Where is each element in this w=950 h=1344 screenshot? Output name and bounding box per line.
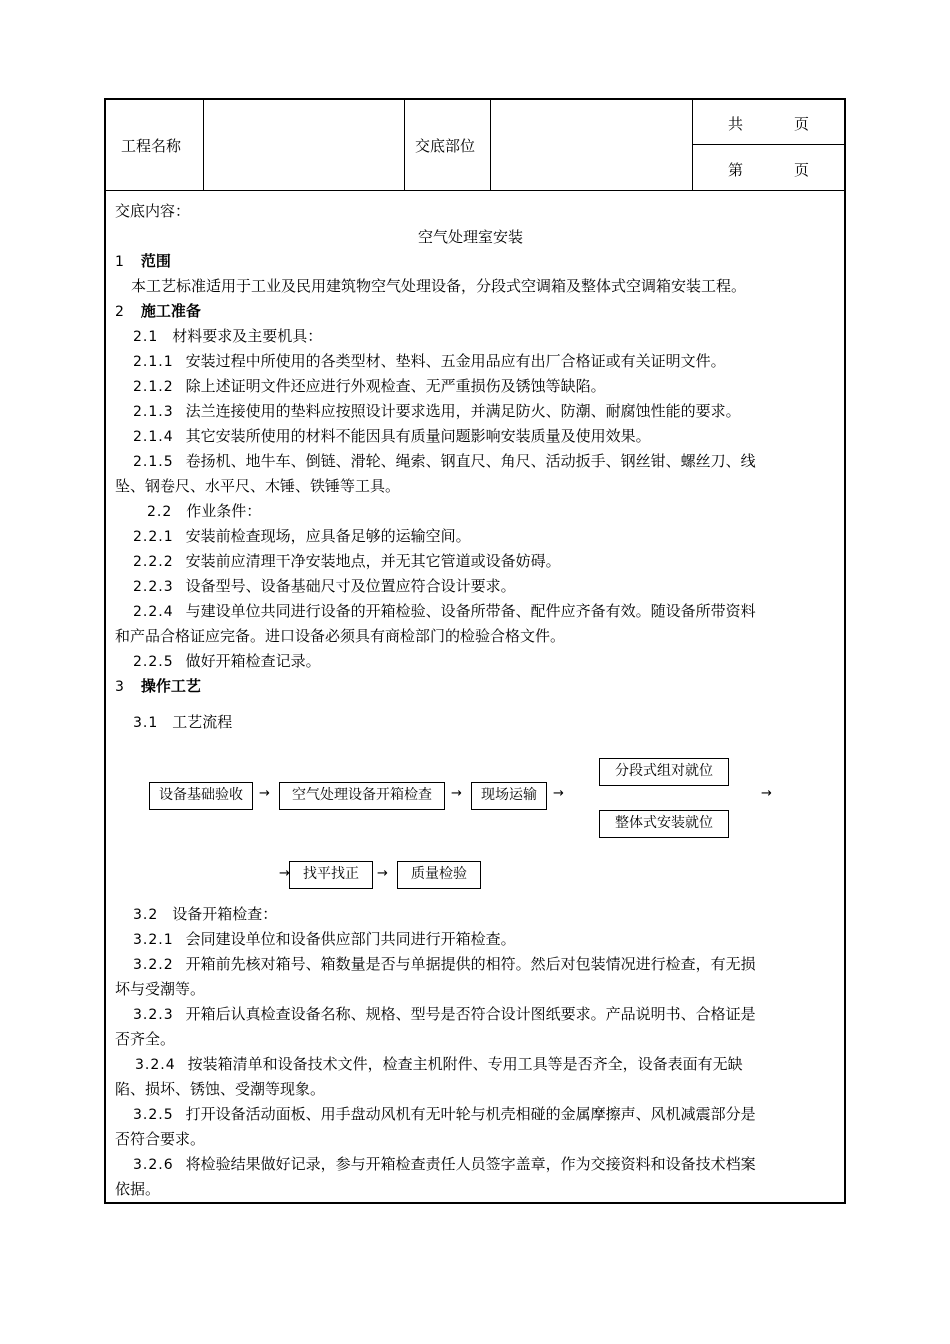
section-heading: 2 施工准备 [115, 302, 201, 320]
flow-arrow: → [553, 786, 564, 801]
list-item: 2.2.3 设备型号、设备基础尺寸及位置应符合设计要求。 [133, 577, 516, 595]
flow-arrow: → [761, 786, 772, 801]
header-divider [404, 98, 405, 190]
list-item: 3.2.5 打开设备活动面板、用手盘动风机有无叶轮与机壳相碰的金属摩擦声、风机减震部分是 [133, 1105, 756, 1123]
section-heading: 3 操作工艺 [115, 677, 201, 695]
list-item-continuation: 坏与受潮等。 [115, 980, 206, 998]
list-item: 2.1.1 安装过程中所使用的各类型材、垫料、五金用品应有出厂合格证或有关证明文件。 [133, 352, 726, 370]
list-item: 2.1.3 法兰连接使用的垫料应按照设计要求选用，并满足防火、防潮、耐腐蚀性能的要求。 [133, 402, 741, 420]
header-bottom-rule [104, 190, 846, 191]
list-item-continuation: 坠、钢卷尺、水平尺、木锤、铁锤等工具。 [115, 477, 401, 495]
flow-step-transport: 现场运输 [471, 782, 547, 810]
list-item: 2.2 作业条件： [147, 502, 262, 520]
flow-step-integral-install: 整体式安装就位 [599, 810, 729, 838]
list-item: 3.1 工艺流程 [133, 713, 233, 731]
total-pages-suffix: 页 [794, 115, 810, 133]
list-item-continuation: 依据。 [115, 1180, 161, 1198]
page-number-suffix: 页 [794, 161, 810, 179]
list-item: 2.2.4 与建设单位共同进行设备的开箱检验、设备所带备、配件应齐备有效。随设备所带资料 [133, 602, 756, 620]
flow-arrow: → [279, 866, 290, 881]
flow-arrow: → [451, 786, 462, 801]
page-title: 空气处理室安装 [418, 228, 524, 246]
list-item: 3.2 设备开箱检查： [133, 905, 278, 923]
header-divider [203, 98, 204, 190]
flow-step-leveling: 找平找正 [289, 861, 373, 889]
flow-arrow: → [259, 786, 270, 801]
list-item-continuation: 陷、损坏、锈蚀、受潮等现象。 [115, 1080, 326, 1098]
flow-step-quality-check: 质量检验 [397, 861, 481, 889]
list-item: 2.1.4 其它安装所使用的材料不能因具有质量问题影响安装质量及使用效果。 [133, 427, 651, 445]
list-item: 3.2.1 会同建设单位和设备供应部门共同进行开箱检查。 [133, 930, 516, 948]
list-item: 2.1 材料要求及主要机具： [133, 327, 323, 345]
flow-step-sectional-assembly: 分段式组对就位 [599, 758, 729, 786]
list-item: 3.2.6 将检验结果做好记录，参与开箱检查责任人员签字盖章，作为交接资料和设备技术档案 [133, 1155, 756, 1173]
list-item: 2.2.1 安装前检查现场，应具备足够的运输空间。 [133, 527, 471, 545]
intro-label: 交底内容： [115, 202, 191, 220]
flow-step-unpacking-inspection: 空气处理设备开箱检查 [279, 782, 445, 810]
flow-step-foundation-acceptance: 设备基础验收 [149, 782, 253, 810]
location-label: 交底部位 [415, 137, 476, 155]
list-item-continuation: 否齐全。 [115, 1030, 176, 1048]
list-item: 3.2.3 开箱后认真检查设备名称、规格、型号是否符合设计图纸要求。产品说明书、合格证是 [133, 1005, 756, 1023]
list-item: 2.1.5 卷扬机、地牛车、倒链、滑轮、绳索、钢直尺、角尺、活动扳手、钢丝钳、螺丝刀、线 [133, 452, 756, 470]
list-item: 3.2.4 按装箱清单和设备技术文件，检查主机附件、专用工具等是否齐全，设备表面有无缺 [135, 1055, 743, 1073]
header-page-rule [692, 144, 846, 145]
list-item: 2.2.2 安装前应清理干净安装地点，并无其它管道或设备妨碍。 [133, 552, 561, 570]
project-name-label: 工程名称 [121, 137, 182, 155]
list-item: 2.2.5 做好开箱检查记录。 [133, 652, 321, 670]
flow-arrow: → [377, 866, 388, 881]
paragraph: 本工艺标准适用于工业及民用建筑物空气处理设备，分段式空调箱及整体式空调箱安装工程。 [131, 277, 747, 295]
list-item-continuation: 和产品合格证应完备。进口设备必须具有商检部门的检验合格文件。 [115, 627, 566, 645]
list-item: 3.2.2 开箱前先核对箱号、箱数量是否与单据提供的相符。然后对包装情况进行检查，有无损 [133, 955, 756, 973]
list-item: 2.1.2 除上述证明文件还应进行外观检查、无严重损伤及锈蚀等缺陷。 [133, 377, 606, 395]
section-heading: 1 范围 [115, 252, 171, 270]
header-divider [490, 98, 491, 190]
total-pages-prefix: 共 [728, 115, 744, 133]
page-number-prefix: 第 [728, 161, 744, 179]
list-item-continuation: 否符合要求。 [115, 1130, 206, 1148]
